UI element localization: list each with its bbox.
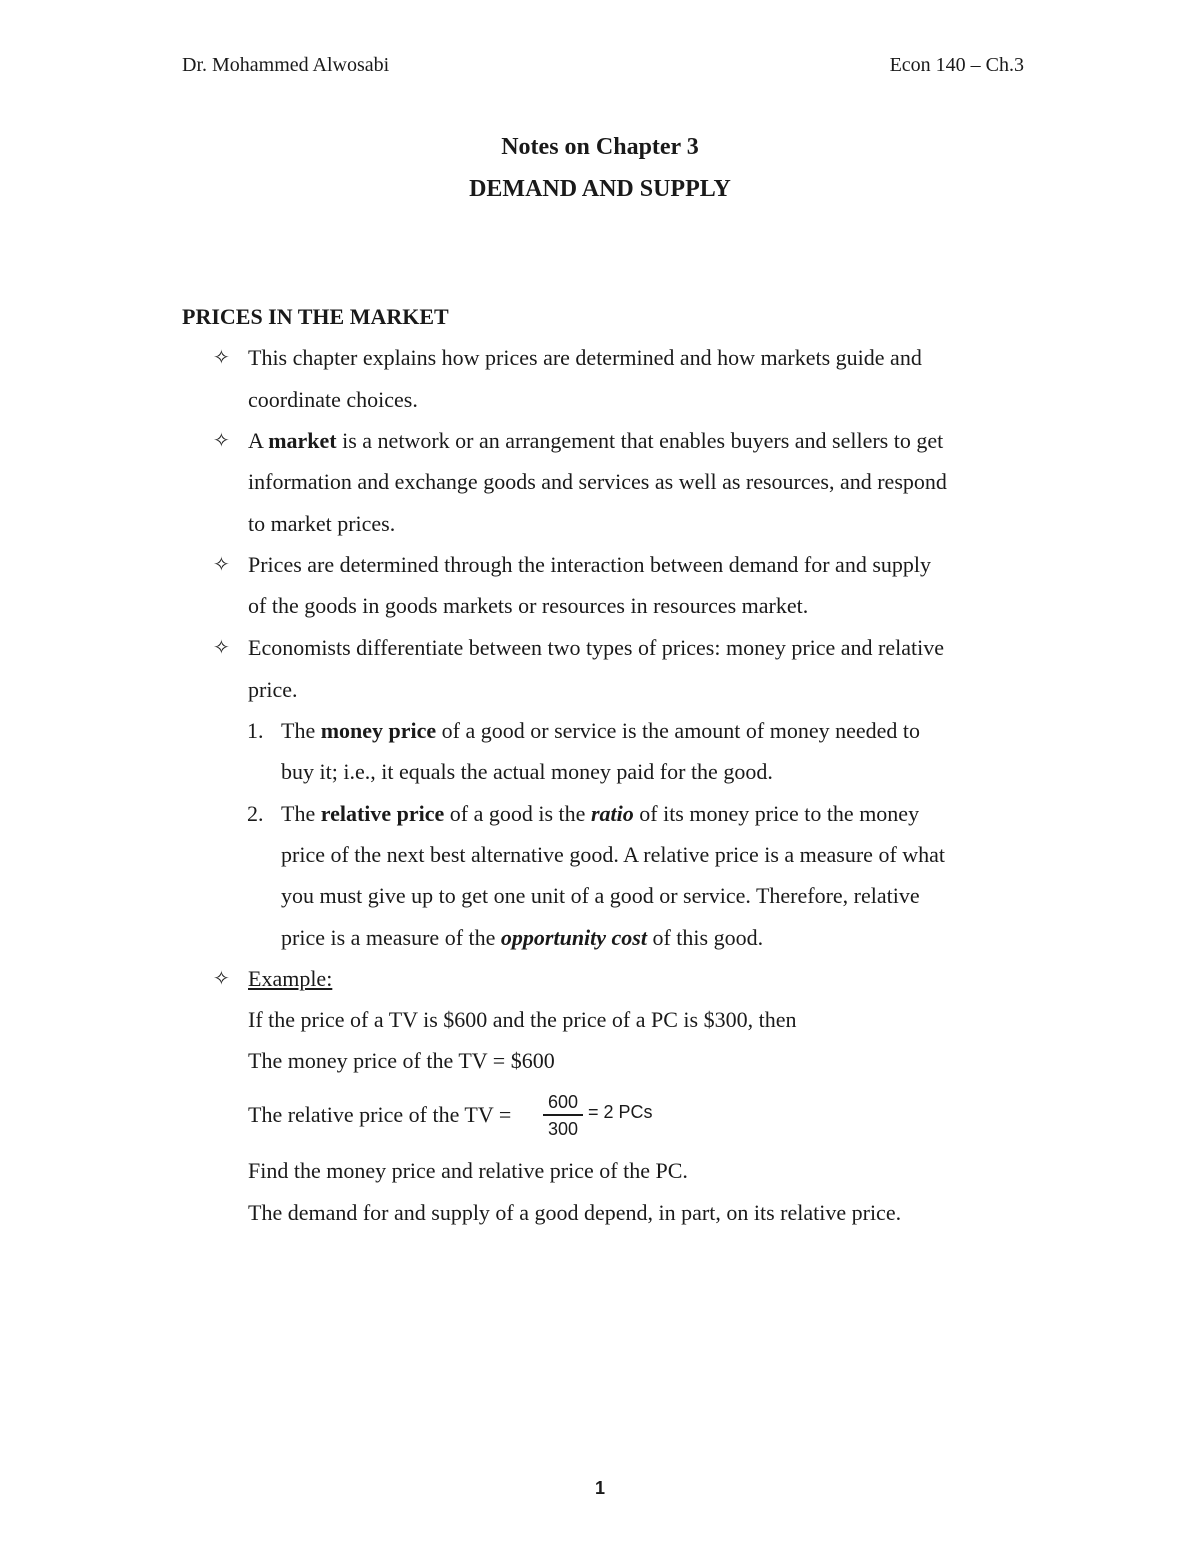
bullet-star-icon: ✧ <box>213 430 230 452</box>
fraction <box>543 1091 583 1140</box>
list-item-text: price of the next best alternative good. A relative price is a measure of what <box>281 842 946 867</box>
example-label: Example: <box>248 966 333 991</box>
bullet-text: to market prices. <box>248 511 396 536</box>
bullet-text: of the goods in goods markets or resources in resources market. <box>248 593 809 618</box>
term-money-price: money price <box>320 718 437 743</box>
bullet-text: information and exchange goods and services as well as resources, and respond <box>248 469 947 494</box>
fraction-numerator: 600 <box>547 1092 579 1112</box>
list-number: 2. <box>247 801 264 826</box>
term-relative-price: relative price <box>320 801 445 826</box>
term-ratio: ratio <box>590 801 634 826</box>
list-item-text: you must give up to get one unit of a good or service. Therefore, relative <box>281 883 920 908</box>
header-author: Dr. Mohammed Alwosabi <box>182 54 390 76</box>
bullet-star-icon: ✧ <box>213 347 230 369</box>
bullet-star-icon: ✧ <box>213 637 230 659</box>
list-number: 1. <box>247 718 264 743</box>
fraction-bar <box>543 1114 583 1116</box>
bullet-star-icon: ✧ <box>213 554 230 576</box>
list-item-text: buy it; i.e., it equals the actual money paid for the good. <box>281 759 773 784</box>
page-number: 1 <box>594 1478 605 1498</box>
bullet-text: coordinate choices. <box>248 387 418 412</box>
list-item-text: The relative price of a good is the ratio of its money price to the money <box>281 801 920 826</box>
fraction-result: = 2 PCs <box>588 1102 653 1122</box>
header-course: Econ 140 – Ch.3 <box>889 54 1024 76</box>
fraction-denominator: 300 <box>547 1118 579 1139</box>
bullet-text: This chapter explains how prices are determined and how markets guide and <box>248 345 922 370</box>
example-text: The relative price of the TV = <box>248 1102 512 1127</box>
term-opportunity-cost: opportunity cost <box>500 925 647 950</box>
section-heading: PRICES IN THE MARKET <box>182 304 449 329</box>
bullet-star-icon: ✧ <box>213 968 230 990</box>
example-text: The demand for and supply of a good depend, in part, on its relative price. <box>248 1200 902 1225</box>
document-title: Notes on Chapter 3 <box>501 134 699 160</box>
example-text: Find the money price and relative price of the PC. <box>248 1158 688 1183</box>
document-subtitle: DEMAND AND SUPPLY <box>469 176 731 202</box>
term-market: market <box>268 428 337 453</box>
example-text: The money price of the TV = $600 <box>248 1048 555 1073</box>
list-item-text: The money price of a good or service is the amount of money needed to <box>281 718 921 743</box>
bullet-text: price. <box>248 677 298 702</box>
bullet-text: A market is a network or an arrangement that enables buyers and sellers to get <box>248 428 944 453</box>
list-item-text: price is a measure of the opportunity cost of this good. <box>281 925 764 950</box>
bullet-text: Economists differentiate between two types of prices: money price and relative <box>248 635 945 660</box>
bullet-text: Prices are determined through the interaction between demand for and supply <box>248 552 931 577</box>
example-text: If the price of a TV is $600 and the price of a PC is $300, then <box>248 1007 797 1032</box>
